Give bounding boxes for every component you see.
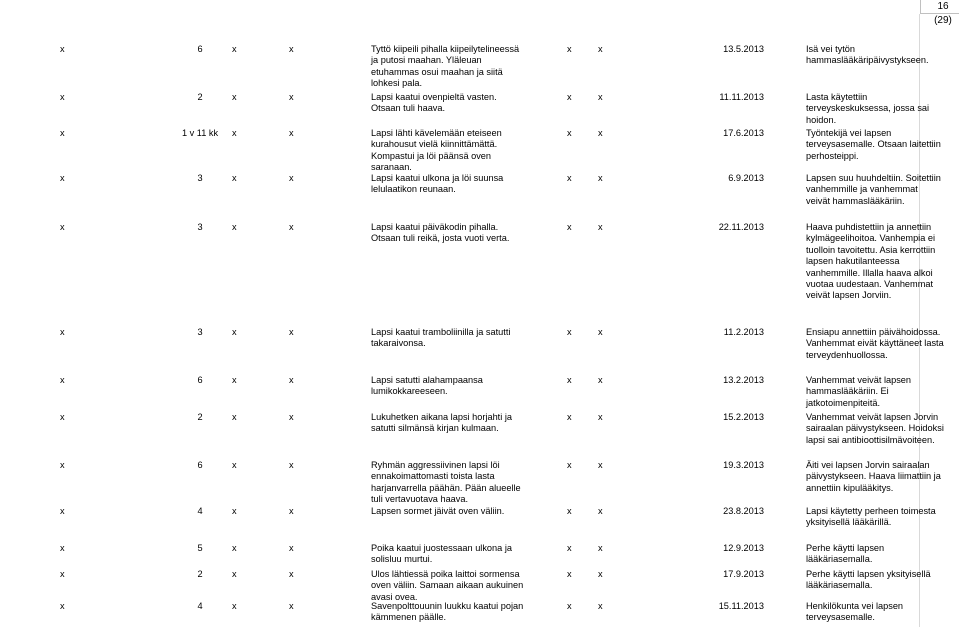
description-line: saranaan. [371, 162, 412, 173]
action-line: Henkilökunta vei lapsen [806, 601, 904, 611]
col-mark-4: x [289, 460, 294, 470]
description-line: Lapsi satutti alahampaansa [371, 375, 483, 385]
action-line: lääkäriasemalla. [806, 580, 873, 591]
action-line: Ensiapu annettiin päivähoidossa. [806, 327, 941, 337]
age-cell: 3 [197, 327, 203, 337]
description-line: harjanvarrella päähän. Pään alueelle [371, 482, 521, 493]
action-line: veivät lapsen Jorviin. [806, 290, 892, 301]
col-mark-4: x [289, 173, 294, 183]
action-line: terveysasemalle. Otsaan laitettiin [806, 139, 941, 150]
description-line: Ulos lähtiessä poika laittoi sormensa [371, 569, 520, 579]
col-mark-3: x [232, 327, 237, 337]
col-mark-5: x [567, 460, 572, 470]
age-cell: 6 [197, 44, 203, 54]
col-mark-4: x [289, 569, 294, 579]
description-line: Poika kaatui juostessaan ulkona ja [371, 543, 512, 553]
col-mark-5: x [567, 44, 572, 54]
description-line: ennakoimattomasti toista lasta [371, 471, 495, 482]
description-line: takaraivonsa. [371, 338, 426, 349]
description-line: Ryhmän aggressiivinen lapsi löi [371, 460, 500, 470]
date-cell: 19.3.2013 [723, 460, 764, 470]
col-mark-1: x [60, 543, 65, 553]
col-mark-1: x [60, 460, 65, 470]
action-line: Perhe käytti lapsen [806, 543, 885, 553]
action-line: vanhemmille ja vanhemmat [806, 184, 918, 195]
col-mark-6: x [598, 543, 603, 553]
action-line: Haava puhdistettiin ja annettiin [806, 222, 932, 232]
description-line: Tyttö kiipeili pihalla kiipeilytelineessä [371, 44, 520, 54]
col-mark-5: x [567, 222, 572, 232]
date-cell: 22.11.2013 [718, 222, 764, 232]
col-mark-6: x [598, 327, 603, 337]
col-mark-3: x [232, 601, 237, 611]
action-line: tuolloin tavoitettu. Asia kerrottiin [806, 244, 936, 255]
age-cell: 3 [197, 222, 203, 232]
age-cell: 1 v 11 kk [181, 128, 219, 138]
col-mark-3: x [232, 506, 237, 516]
col-mark-4: x [289, 222, 294, 232]
description-line: kurahousut vielä kiinnittämättä. [371, 139, 498, 150]
date-cell: 13.2.2013 [723, 375, 764, 385]
col-mark-1: x [60, 222, 65, 232]
col-mark-6: x [598, 44, 603, 54]
col-mark-6: x [598, 601, 603, 611]
action-line: Vanhemmat veivät lapsen Jorvin [806, 412, 939, 422]
age-cell: 6 [197, 460, 203, 470]
col-mark-6: x [598, 128, 603, 138]
age-cell: 2 [197, 412, 203, 422]
action-line: lapsi sai antibioottisilmävoiteen. [806, 434, 935, 445]
col-mark-1: x [60, 173, 65, 183]
col-mark-1: x [60, 128, 65, 138]
col-mark-6: x [598, 569, 603, 579]
age-cell: 3 [197, 173, 203, 183]
col-mark-3: x [232, 460, 237, 470]
date-cell: 23.8.2013 [723, 506, 764, 516]
page-number: 16 (29) [934, 1, 952, 26]
col-mark-3: x [232, 222, 237, 232]
col-mark-3: x [232, 44, 237, 54]
description-line: tuli vertavuotava haava. [371, 494, 469, 505]
date-cell: 11.11.2013 [719, 92, 764, 102]
col-mark-3: x [232, 173, 237, 183]
col-mark-3: x [232, 92, 237, 102]
col-mark-1: x [60, 327, 65, 337]
description-line: etuhammas osui maahan ja siitä [371, 66, 503, 77]
col-mark-1: x [60, 569, 65, 579]
col-mark-4: x [289, 92, 294, 102]
action-line: Perhe käytti lapsen yksityisellä [806, 569, 931, 579]
description-line: Otsaan tuli haava. [371, 103, 446, 114]
date-cell: 17.6.2013 [723, 128, 764, 138]
col-mark-4: x [289, 375, 294, 385]
description-line: lumikokkareeseen. [371, 386, 448, 397]
col-mark-4: x [289, 327, 294, 337]
description-line: avasi ovea. [371, 591, 418, 602]
action-line: Lapsi käytetty perheen toimesta [806, 506, 936, 516]
col-mark-4: x [289, 601, 294, 611]
age-cell: 2 [197, 92, 203, 102]
col-mark-6: x [598, 375, 603, 385]
date-cell: 11.2.2013 [723, 327, 764, 337]
action-line: lääkäriasemalla. [806, 554, 873, 565]
action-line: lapsen hakutilanteessa [806, 256, 900, 267]
col-mark-1: x [60, 92, 65, 102]
description-line: Kompastui ja löi päänsä oven [371, 150, 492, 161]
description-line: Lapsi kaatui tramboliinilla ja satutti [371, 327, 511, 337]
col-mark-4: x [289, 412, 294, 422]
col-mark-5: x [567, 412, 572, 422]
date-cell: 6.9.2013 [728, 173, 764, 183]
action-line: hammaslääkäriin. Ei [806, 386, 889, 397]
action-line: Isä vei tytön [806, 44, 856, 54]
col-mark-1: x [60, 412, 65, 422]
description-line: satutti silmänsä kirjan kulmaan. [371, 423, 499, 434]
description-line: ja putosi maahan. Yläleuan [371, 55, 482, 66]
action-line: jatkotoimenpiteitä. [806, 397, 881, 408]
col-mark-5: x [567, 128, 572, 138]
age-cell: 6 [197, 375, 203, 385]
col-mark-5: x [567, 506, 572, 516]
description-line: Savenpolttouunin luukku kaatui pojan [371, 601, 524, 611]
action-line: terveydenhuollossa. [806, 349, 888, 360]
action-line: terveyskeskuksessa, jossa sai [806, 103, 930, 114]
col-mark-6: x [598, 222, 603, 232]
date-cell: 12.9.2013 [723, 543, 764, 553]
action-line: veivät hammaslääkäriin. [806, 195, 905, 206]
description-line: Otsaan tuli reikä, josta vuoti verta. [371, 233, 510, 244]
age-cell: 4 [197, 506, 203, 516]
col-mark-5: x [567, 375, 572, 385]
action-line: Lasta käytettiin [806, 92, 868, 102]
col-mark-1: x [60, 375, 65, 385]
col-mark-1: x [60, 506, 65, 516]
description-line: Lapsen sormet jäivät oven väliin. [371, 506, 505, 516]
date-cell: 13.5.2013 [723, 44, 764, 54]
age-cell: 2 [197, 569, 203, 579]
col-mark-4: x [289, 506, 294, 516]
col-mark-5: x [567, 327, 572, 337]
col-mark-1: x [60, 601, 65, 611]
date-cell: 15.11.2013 [718, 601, 764, 611]
age-cell: 4 [197, 601, 203, 611]
date-cell: 17.9.2013 [723, 569, 764, 579]
col-mark-3: x [232, 412, 237, 422]
col-mark-6: x [598, 460, 603, 470]
col-mark-5: x [567, 601, 572, 611]
col-mark-3: x [232, 128, 237, 138]
action-line: hoidon. [806, 114, 837, 125]
action-line: Äiti vei lapsen Jorvin sairaalan [806, 460, 930, 470]
action-line: päivystykseen. Haava liimattiin ja [806, 471, 941, 482]
description-line: Lapsi kaatui ovenpieltä vasten. [371, 92, 497, 102]
col-mark-6: x [598, 173, 603, 183]
col-mark-6: x [598, 92, 603, 102]
col-mark-4: x [289, 543, 294, 553]
col-mark-3: x [232, 543, 237, 553]
description-line: Lukuhetken aikana lapsi horjahti ja [371, 412, 512, 422]
col-mark-4: x [289, 128, 294, 138]
col-mark-6: x [598, 412, 603, 422]
action-line: kylmägeelihoitoa. Vanhempia ei [806, 233, 936, 244]
age-cell: 5 [197, 543, 203, 553]
action-line: annettiin kipulääkitys. [806, 482, 894, 493]
action-line: terveysasemalle. [806, 612, 875, 623]
action-line: Vanhemmat eivät käyttäneet lasta [806, 338, 944, 349]
date-cell: 15.2.2013 [723, 412, 764, 422]
action-line: Lapsen suu huuhdeltiin. Soitettiin [806, 173, 941, 183]
col-mark-5: x [567, 569, 572, 579]
action-line: Työntekijä vei lapsen [806, 128, 892, 138]
col-mark-5: x [567, 173, 572, 183]
description-line: Lapsi kaatui päiväkodin pihalla. [371, 222, 499, 232]
action-line: yksityisellä lääkärillä. [806, 517, 892, 528]
description-line: kämmenen päälle. [371, 612, 447, 623]
action-line: vanhemmille. Illalla haava alkoi [806, 267, 933, 278]
col-mark-5: x [567, 92, 572, 102]
col-mark-3: x [232, 569, 237, 579]
action-line: vuotaa uudestaan. Vanhemmat [806, 279, 934, 289]
description-line: oven väliin. Samaan aikaan aukuinen [371, 580, 524, 591]
description-line: lohkesi pala. [371, 78, 423, 89]
action-line: sairaalan päivystykseen. Hoidoksi [806, 423, 944, 434]
col-mark-3: x [232, 375, 237, 385]
action-line: hammaslääkäripäivystykseen. [806, 55, 929, 66]
description-line: Lapsi lähti kävelemään eteiseen [371, 128, 502, 138]
description-line: lelulaatikon reunaan. [371, 184, 456, 195]
col-mark-6: x [598, 506, 603, 516]
col-mark-5: x [567, 543, 572, 553]
action-line: Vanhemmat veivät lapsen [806, 375, 912, 385]
col-mark-4: x [289, 44, 294, 54]
col-mark-1: x [60, 44, 65, 54]
description-line: Lapsi kaatui ulkona ja löi suunsa [371, 173, 504, 183]
action-line: perhosteippi. [806, 150, 859, 161]
description-line: solisluu murtui. [371, 554, 433, 565]
